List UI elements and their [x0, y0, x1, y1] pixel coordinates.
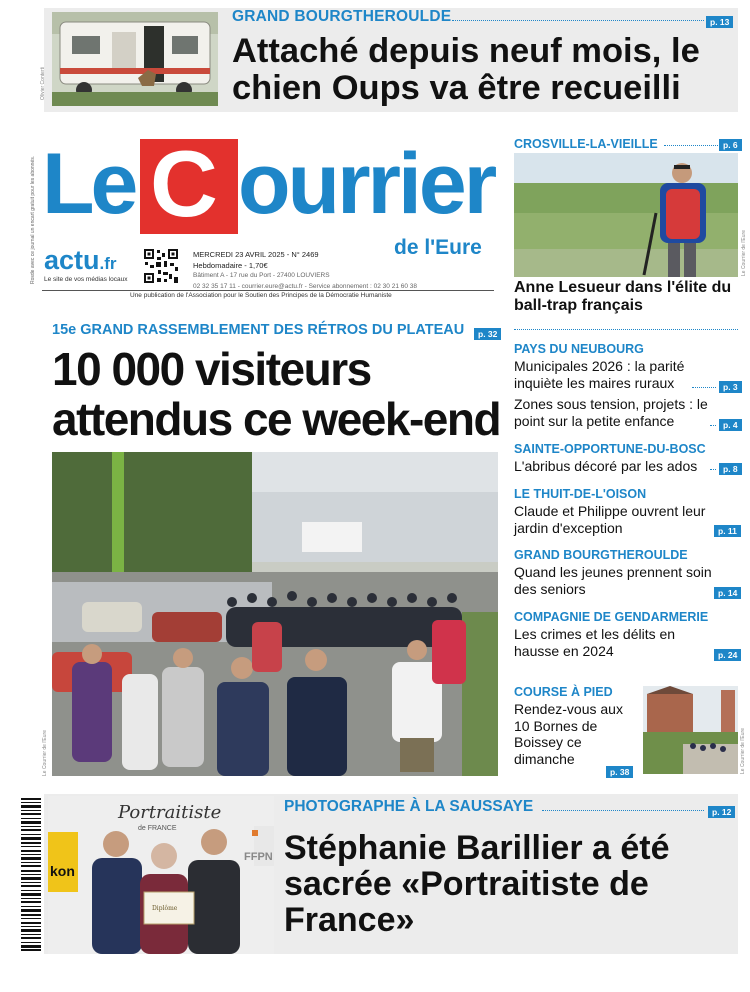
top-teaser-kicker: GRAND BOURGTHEROULDE: [232, 8, 452, 25]
brief-rule: [710, 469, 716, 470]
caravan-photo-illustration: [52, 12, 218, 106]
bottom-teaser-kicker: PHOTOGRAPHE À LA SAUSSAYE: [284, 798, 534, 815]
race-photo-credit: Le Courrier de l'Eure: [740, 728, 746, 774]
brief-kicker-neubourg: PAYS DU NEUBOURG: [514, 342, 644, 356]
brief-page-tag[interactable]: p. 38: [606, 766, 633, 778]
brief-page-tag[interactable]: p. 24: [714, 649, 741, 661]
brief-kicker-course: COURSE À PIED: [514, 685, 613, 699]
barcode-icon: [20, 796, 42, 952]
masthead-date-issue: MERCREDI 23 AVRIL 2025 - N° 2469: [193, 250, 319, 259]
bottom-kicker-rule: [542, 810, 704, 811]
certificate-label: Diplôme: [152, 905, 178, 912]
masthead-divider: [42, 290, 494, 291]
main-story-title[interactable]: 10 000 visiteurs attendus ce week-end: [52, 343, 501, 445]
bottom-teaser-photo[interactable]: [48, 796, 274, 954]
bottom-teaser-title[interactable]: Stéphanie Barillier a été sacrée «Portraitiste de France»: [284, 829, 670, 939]
brief-text-crimes[interactable]: Les crimes et les délits en hausse en 2024: [514, 626, 676, 659]
right-column-divider: [514, 329, 738, 330]
masthead-address: Bâtiment A - 17 rue du Port - 27400 LOUVIERS: [193, 272, 330, 279]
ball-trap-photo-illustration: [514, 153, 738, 277]
brief-text-course[interactable]: Rendez-vous aux 10 Bornes de Boissey ce dimanche: [514, 701, 623, 767]
race-photo[interactable]: [643, 686, 738, 774]
main-photo-credit: Le Courrier de l'Eure: [42, 730, 48, 776]
portraitiste-script: Portraitiste: [118, 802, 222, 823]
brief-text-petite-enfance[interactable]: Zones sous tension, projets : le point sur la petite enfance: [514, 396, 708, 429]
ffpn-logo: FFPN: [244, 851, 273, 863]
actu-logo-text: actu: [44, 245, 100, 275]
barcode-graphic: [20, 796, 42, 952]
masthead-side-note: Rosde avec ce journal un encart gratuit pour les abonnés.: [30, 155, 36, 284]
feature-kicker-rule: [664, 145, 718, 146]
masthead-info: [193, 250, 417, 292]
actu-logo-tld: .fr: [99, 254, 117, 273]
actu-logo[interactable]: [44, 245, 117, 279]
masthead-title-c: C: [150, 131, 218, 236]
bottom-teaser-page-tag[interactable]: p. 12: [708, 806, 735, 818]
top-teaser-page-tag[interactable]: p. 13: [706, 16, 733, 28]
brief-text-seniors[interactable]: Quand les jeunes prennent soin des seniors: [514, 564, 712, 597]
main-story-kicker: 15e GRAND RASSEMBLEMENT DES RÉTROS DU PLATEAU: [52, 322, 465, 338]
race-photo-illustration: [643, 686, 738, 774]
brief-page-tag[interactable]: p. 14: [714, 587, 741, 599]
masthead-subtitle: de l'Eure: [394, 236, 482, 259]
feature-title[interactable]: Anne Lesueur dans l'élite du ball-trap français: [514, 279, 732, 314]
top-photo-credit: Olivier Conterti: [40, 66, 46, 100]
masthead-title-rest: ourrier: [238, 136, 495, 232]
feature-kicker: CROSVILLE-LA-VIEILLE: [514, 137, 658, 151]
publisher-line: Une publication de l'Association pour le Soutien des Principes de la Démocratie Humaniste: [130, 292, 392, 299]
feature-photo[interactable]: [514, 153, 738, 277]
main-story-photo[interactable]: [52, 452, 498, 776]
brief-page-tag[interactable]: p. 11: [714, 525, 741, 537]
top-teaser-title[interactable]: Attaché depuis neuf mois, le chien Oups va être recueilli: [232, 32, 700, 107]
brief-text-jardin[interactable]: Claude et Philippe ouvrent leur jardin d'exception: [514, 503, 706, 536]
actu-tagline: Le site de vos médias locaux: [44, 276, 128, 283]
qr-code-icon[interactable]: [143, 248, 179, 284]
kon-logo: kon: [50, 863, 75, 879]
main-story-page-tag[interactable]: p. 32: [474, 328, 501, 340]
brief-text-neubourg[interactable]: Municipales 2026 : la parité inquiète les maires ruraux: [514, 358, 685, 391]
feature-photo-credit: Le Courrier de l'Eure: [741, 230, 747, 276]
brief-text-abribus[interactable]: L'abribus décoré par les ados: [514, 458, 698, 474]
masthead-title-le: Le: [42, 136, 135, 232]
masthead-frequency-price: Hebdomadaire - 1,70€: [193, 260, 268, 270]
brief-page-tag[interactable]: p. 4: [719, 419, 742, 431]
feature-page-tag[interactable]: p. 6: [719, 139, 742, 151]
brief-page-tag[interactable]: p. 8: [719, 463, 742, 475]
qr-code-graphic: [143, 248, 179, 284]
brief-rule: [692, 387, 716, 388]
brief-kicker-gendarmerie: COMPAGNIE DE GENDARMERIE: [514, 610, 709, 624]
portraitiste-sub: de FRANCE: [138, 825, 177, 832]
top-kicker-rule: [452, 20, 704, 21]
brief-page-tag[interactable]: p. 3: [719, 381, 742, 393]
crowd-photo-illustration: [52, 452, 498, 776]
top-teaser-photo[interactable]: [52, 12, 218, 106]
brief-kicker-thuit: LE THUIT-DE-L'OISON: [514, 487, 647, 501]
award-photo-illustration: [48, 796, 274, 954]
brief-rule: [710, 425, 716, 426]
brief-kicker-bourgtheroulde: GRAND BOURGTHEROULDE: [514, 548, 688, 562]
masthead-contact: 02 32 35 17 11 - courrier.eure@actu.fr - Service abonnement : 02 30 21 60 38: [193, 282, 418, 290]
brief-kicker-sainte-opportune: SAINTE-OPPORTUNE-DU-BOSC: [514, 442, 706, 456]
